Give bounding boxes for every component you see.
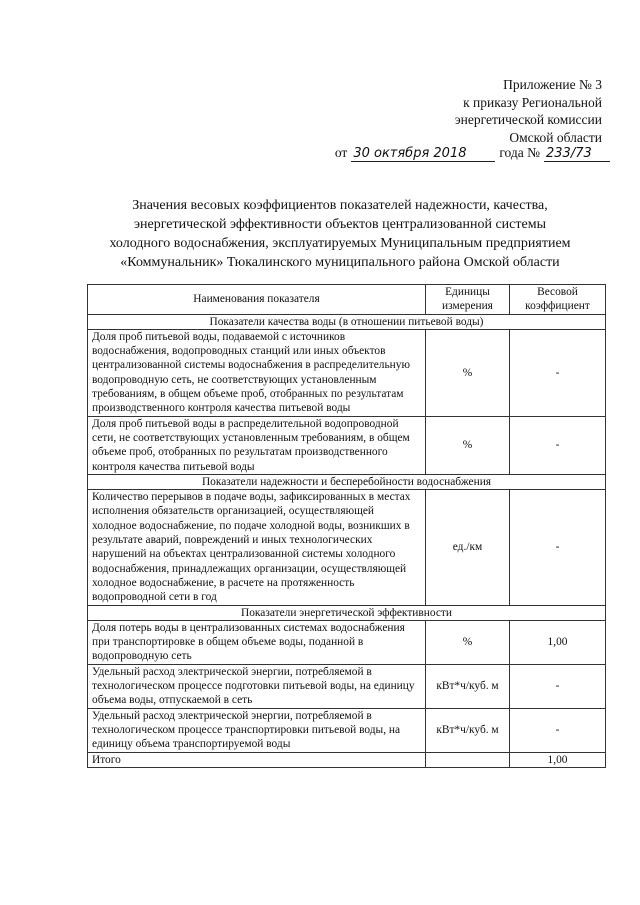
indicator-coef: -: [510, 664, 606, 708]
table-row: [88, 664, 606, 708]
handwritten-date: 30 октября 2018: [351, 147, 495, 162]
table-row: [88, 620, 606, 664]
total-label: Итого: [88, 752, 426, 767]
title-line: «Коммунальник» Тюкалинского муниципального района Омской области: [120, 255, 560, 270]
table-header-row: [88, 285, 606, 315]
appendix-line: Приложение № 3: [503, 77, 602, 92]
order-middle: года №: [499, 145, 540, 160]
indicator-unit: кВт*ч/куб. м: [426, 664, 510, 708]
indicator-unit: ед./км: [426, 490, 510, 605]
indicator-unit: %: [426, 620, 510, 664]
indicator-coef: -: [510, 708, 606, 752]
indicator-name: Доля потерь воды в централизованных системах водоснабжения при транспортировке в общем объеме воды, поданной в водопроводную сеть: [88, 620, 426, 664]
indicator-name: Доля проб питьевой воды в распределительной водопроводной сети, не соответствующих установленным требованиям, в общем объеме проб, отобранных по результатам производственного контроля качества питьевой воды: [88, 416, 426, 474]
section-row: [88, 474, 606, 489]
title-line: холодного водоснабжения, эксплуатируемых Муниципальным предприятием: [109, 236, 571, 251]
indicator-coef: 1,00: [510, 620, 606, 664]
title-line: энергетической эффективности объектов централизованной системы: [134, 217, 546, 232]
section-title: Показатели надежности и бесперебойности водоснабжения: [88, 474, 606, 489]
total-unit: [426, 752, 510, 767]
total-row: [88, 752, 606, 767]
handwritten-number: 233/73: [544, 147, 610, 162]
section-title: Показатели качества воды (в отношении питьевой воды): [88, 314, 606, 329]
indicator-unit: кВт*ч/куб. м: [426, 708, 510, 752]
appendix-line: Омской области: [509, 129, 602, 145]
table-row: [88, 329, 606, 416]
title-line: Значения весовых коэффициентов показателей надежности, качества,: [132, 198, 548, 213]
indicator-unit: %: [426, 416, 510, 474]
order-prefix: от: [334, 145, 348, 160]
appendix-line: к приказу Региональной: [463, 94, 602, 110]
section-title: Показатели энергетической эффективности: [88, 605, 606, 620]
indicator-unit: %: [426, 329, 510, 416]
table-row: [88, 708, 606, 752]
indicator-name: Количество перерывов в подаче воды, зафиксированных в местах исполнения обязательств организацией, осуществляющей холодное водоснабжение, по подаче холодной воды, возникших в результате аварий, повреждений и иных технологических нарушений на объектах централизованной системы холодного водоснабжения, принадлежащих организации, осуществляющей холодное водоснабжение, в расчете на протяженность водопроводной сети в год: [88, 490, 426, 605]
header-name: Наименования показателя: [88, 285, 426, 315]
section-row: [88, 605, 606, 620]
table-row: [88, 490, 606, 605]
coefficients-table: [87, 284, 606, 768]
total-coef: 1,00: [510, 752, 606, 767]
order-date-line: [335, 145, 610, 162]
indicator-name: Удельный расход электрической энергии, потребляемой в технологическом процессе транспортировки питьевой воды, на единицу объема транспортируемой воды: [88, 708, 426, 752]
section-row: [88, 314, 606, 329]
indicator-name: Доля проб питьевой воды, подаваемой с источников водоснабжения, водопроводных станций или иных объектов централизованной системы водоснабжения в распределительную водопроводную сеть, не соответствующих установленным требованиям, в общем объеме проб, отобранных по результатам производственного контроля качества питьевой воды: [88, 329, 426, 416]
indicator-coef: -: [510, 490, 606, 605]
document-title: [70, 196, 610, 272]
indicator-coef: -: [510, 416, 606, 474]
table-row: [88, 416, 606, 474]
indicator-name: Удельный расход электрической энергии, потребляемой в технологическом процессе подготовки питьевой воды, на единицу объема воды, отпускаемой в сеть: [88, 664, 426, 708]
header-unit: Единицы измерения: [426, 285, 510, 315]
appendix-block: [402, 76, 602, 146]
appendix-line: энергетической комиссии: [454, 112, 602, 127]
indicator-coef: -: [510, 329, 606, 416]
header-coef: Весовой коэффициент: [510, 285, 606, 315]
